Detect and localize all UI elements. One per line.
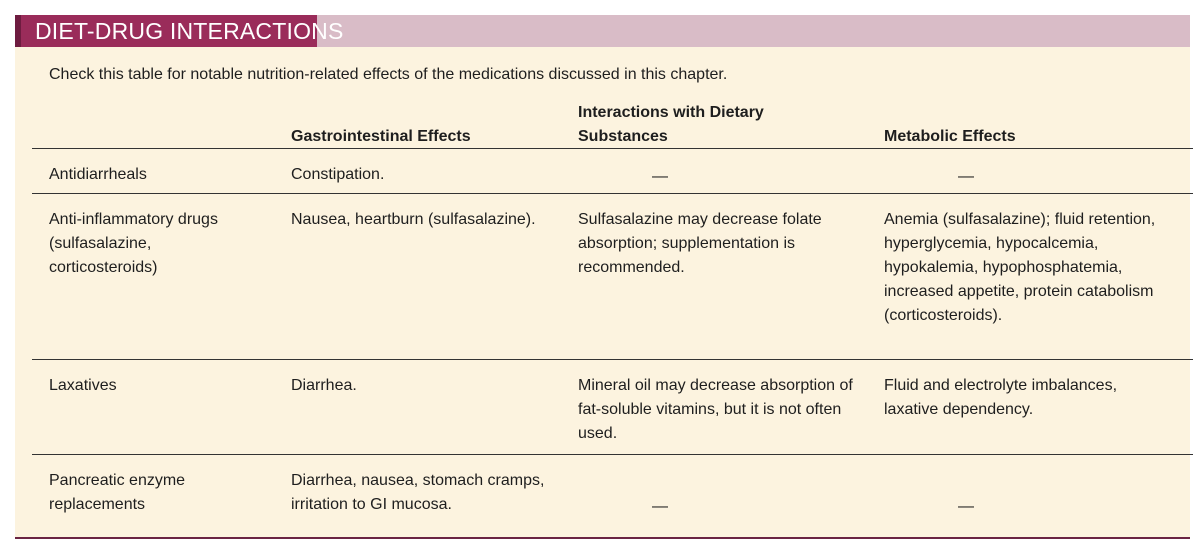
row-laxatives-gi: Diarrhea.	[291, 377, 357, 394]
row-antidiarrheals-dietary: —	[652, 168, 668, 185]
row-anti-inflammatory-gi: Nausea, heartburn (sulfasalazine).	[291, 211, 536, 228]
diet-drug-interactions-box	[15, 15, 1190, 538]
box-title: DIET-DRUG INTERACTIONS	[35, 18, 344, 44]
row-antidiarrheals-metabolic: —	[958, 168, 974, 185]
row-pancreatic-enzyme-drug: Pancreatic enzyme replacements	[49, 472, 186, 513]
row-anti-inflammatory-metabolic: Anemia (sulfasalazine); fluid retention, hyperglycemia, hypocalcemia, hypokalemia, hypophosphatemia, increased appetite, protein catabolism (corticosteroids).	[884, 211, 1156, 324]
row-rule	[32, 454, 1193, 455]
title-tab	[15, 15, 344, 47]
row-antidiarrheals-drug: Antidiarrheals	[49, 166, 147, 183]
title-band	[15, 15, 1190, 47]
header-dietary-interactions: Interactions with Dietary Substances	[578, 104, 764, 145]
bottom-rule	[15, 537, 1190, 539]
row-rule	[32, 193, 1193, 194]
row-rule	[32, 359, 1193, 360]
header-rule	[32, 148, 1193, 149]
row-laxatives-drug: Laxatives	[49, 377, 117, 394]
row-anti-inflammatory-drug: Anti-inflammatory drugs (sulfasalazine, corticosteroids)	[49, 211, 218, 276]
row-laxatives-metabolic: Fluid and electrolyte imbalances, laxative dependency.	[884, 377, 1118, 418]
row-antidiarrheals-gi: Constipation.	[291, 166, 385, 183]
row-laxatives-dietary: Mineral oil may decrease absorption of fat-soluble vitamins, but it is not often used.	[578, 377, 853, 442]
header-metabolic-effects: Metabolic Effects	[884, 128, 1016, 145]
row-pancreatic-enzyme-dietary: —	[652, 498, 668, 515]
row-anti-inflammatory-dietary: Sulfasalazine may decrease folate absorption; supplementation is recommended.	[578, 211, 822, 276]
row-pancreatic-enzyme-gi: Diarrhea, nausea, stomach cramps, irritation to GI mucosa.	[291, 472, 545, 513]
row-pancreatic-enzyme-metabolic: —	[958, 498, 974, 515]
header-gastrointestinal-effects: Gastrointestinal Effects	[291, 128, 471, 145]
intro-text: Check this table for notable nutrition-related effects of the medications discussed in this chapter.	[49, 66, 728, 83]
